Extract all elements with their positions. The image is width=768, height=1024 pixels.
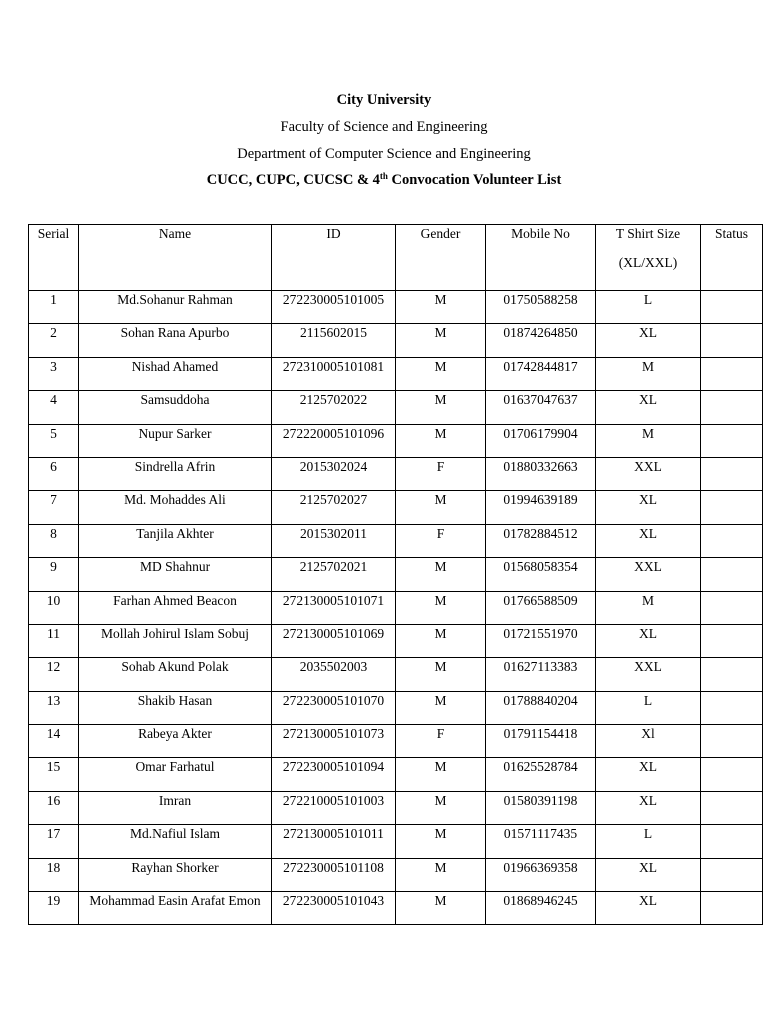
cell-tshirt-size: XXL — [596, 658, 701, 691]
cell-id: 2115602015 — [272, 324, 396, 357]
col-header-tshirt — [596, 225, 701, 291]
cell-id: 272210005101003 — [272, 791, 396, 824]
col-header-tshirt-label: T Shirt Size — [615, 226, 681, 241]
cell-mobile: 01568058354 — [486, 558, 596, 591]
cell-tshirt-size: XL — [596, 791, 701, 824]
col-header-id: ID — [272, 225, 396, 291]
cell-id: 2015302011 — [272, 524, 396, 557]
cell-gender: M — [396, 291, 486, 324]
cell-tshirt-size: XL — [596, 758, 701, 791]
cell-name: Mohammad Easin Arafat Emon — [79, 892, 272, 925]
cell-name: Rayhan Shorker — [79, 858, 272, 891]
table-row — [29, 624, 763, 657]
col-header-name: Name — [79, 225, 272, 291]
cell-mobile: 01637047637 — [486, 391, 596, 424]
cell-id: 2125702027 — [272, 491, 396, 524]
cell-mobile: 01706179904 — [486, 424, 596, 457]
faculty-line: Faculty of Science and Engineering — [280, 119, 488, 135]
cell-gender: M — [396, 624, 486, 657]
cell-name: Omar Farhatul — [79, 758, 272, 791]
cell-status — [701, 892, 763, 925]
cell-id: 272230005101043 — [272, 892, 396, 925]
list-title-ordinal: th — [379, 171, 388, 181]
cell-name: MD Shahnur — [79, 558, 272, 591]
cell-mobile: 01627113383 — [486, 658, 596, 691]
cell-mobile: 01791154418 — [486, 725, 596, 758]
table-header-row — [29, 225, 763, 291]
cell-name: Md. Mohaddes Ali — [79, 491, 272, 524]
cell-name: Md.Sohanur Rahman — [79, 291, 272, 324]
cell-tshirt-size: Xl — [596, 725, 701, 758]
cell-id: 272230005101070 — [272, 691, 396, 724]
cell-mobile: 01874264850 — [486, 324, 596, 357]
cell-serial: 6 — [29, 457, 79, 490]
cell-mobile: 01571117435 — [486, 825, 596, 858]
cell-id: 272220005101096 — [272, 424, 396, 457]
cell-id: 272310005101081 — [272, 357, 396, 390]
cell-tshirt-size: M — [596, 424, 701, 457]
cell-name: Sindrella Afrin — [79, 457, 272, 490]
cell-id: 272130005101011 — [272, 825, 396, 858]
cell-status — [701, 524, 763, 557]
cell-status — [701, 858, 763, 891]
cell-serial: 15 — [29, 758, 79, 791]
cell-serial: 10 — [29, 591, 79, 624]
table-row — [29, 558, 763, 591]
table-row — [29, 691, 763, 724]
cell-name: Md.Nafiul Islam — [79, 825, 272, 858]
cell-status — [701, 758, 763, 791]
cell-mobile: 01580391198 — [486, 791, 596, 824]
cell-status — [701, 357, 763, 390]
cell-gender: M — [396, 825, 486, 858]
cell-gender: M — [396, 357, 486, 390]
cell-name: Nishad Ahamed — [79, 357, 272, 390]
table-row — [29, 825, 763, 858]
cell-serial: 9 — [29, 558, 79, 591]
table-row — [29, 424, 763, 457]
table-body — [29, 291, 763, 925]
cell-status — [701, 725, 763, 758]
cell-id: 2015302024 — [272, 457, 396, 490]
list-title-prefix: CUCC, CUPC, CUCSC & 4 — [206, 172, 380, 188]
cell-mobile: 01750588258 — [486, 291, 596, 324]
cell-id: 2125702022 — [272, 391, 396, 424]
table-row — [29, 658, 763, 691]
cell-serial: 3 — [29, 357, 79, 390]
cell-mobile: 01868946245 — [486, 892, 596, 925]
cell-gender: F — [396, 524, 486, 557]
cell-serial: 12 — [29, 658, 79, 691]
cell-id: 2035502003 — [272, 658, 396, 691]
cell-serial: 2 — [29, 324, 79, 357]
cell-name: Rabeya Akter — [79, 725, 272, 758]
cell-tshirt-size: XL — [596, 491, 701, 524]
cell-gender: M — [396, 391, 486, 424]
cell-name: Tanjila Akhter — [79, 524, 272, 557]
col-header-mobile: Mobile No — [486, 225, 596, 291]
cell-gender: M — [396, 491, 486, 524]
cell-serial: 14 — [29, 725, 79, 758]
col-header-status: Status — [701, 225, 763, 291]
table-row — [29, 858, 763, 891]
col-header-gender: Gender — [396, 225, 486, 291]
cell-tshirt-size: XL — [596, 324, 701, 357]
cell-serial: 5 — [29, 424, 79, 457]
cell-status — [701, 658, 763, 691]
cell-tshirt-size: XL — [596, 892, 701, 925]
col-header-serial: Serial — [29, 225, 79, 291]
cell-status — [701, 291, 763, 324]
cell-tshirt-size: L — [596, 825, 701, 858]
cell-status — [701, 825, 763, 858]
cell-status — [701, 457, 763, 490]
cell-mobile: 01721551970 — [486, 624, 596, 657]
cell-gender: M — [396, 591, 486, 624]
cell-name: Mollah Johirul Islam Sobuj — [79, 624, 272, 657]
cell-status — [701, 624, 763, 657]
cell-name: Farhan Ahmed Beacon — [79, 591, 272, 624]
cell-mobile: 01788840204 — [486, 691, 596, 724]
cell-gender: M — [396, 791, 486, 824]
cell-gender: M — [396, 324, 486, 357]
cell-id: 272130005101071 — [272, 591, 396, 624]
cell-name: Imran — [79, 791, 272, 824]
cell-id: 2125702021 — [272, 558, 396, 591]
volunteer-table — [28, 224, 763, 925]
cell-status — [701, 591, 763, 624]
table-row — [29, 324, 763, 357]
cell-id: 272130005101069 — [272, 624, 396, 657]
table-row — [29, 524, 763, 557]
cell-tshirt-size: XXL — [596, 558, 701, 591]
cell-gender: M — [396, 858, 486, 891]
cell-gender: F — [396, 725, 486, 758]
cell-gender: M — [396, 658, 486, 691]
cell-mobile: 01782884512 — [486, 524, 596, 557]
table-row — [29, 892, 763, 925]
table-row — [29, 291, 763, 324]
cell-name: Samsuddoha — [79, 391, 272, 424]
university-title: City University — [336, 92, 432, 108]
cell-serial: 1 — [29, 291, 79, 324]
cell-status — [701, 791, 763, 824]
table-row — [29, 357, 763, 390]
cell-tshirt-size: XL — [596, 858, 701, 891]
table-row — [29, 591, 763, 624]
department-line: Department of Computer Science and Engineering — [237, 146, 531, 162]
table-row — [29, 457, 763, 490]
cell-id: 272130005101073 — [272, 725, 396, 758]
cell-mobile: 01742844817 — [486, 357, 596, 390]
table-row — [29, 758, 763, 791]
cell-tshirt-size: L — [596, 691, 701, 724]
cell-gender: F — [396, 457, 486, 490]
cell-serial: 17 — [29, 825, 79, 858]
cell-name: Shakib Hasan — [79, 691, 272, 724]
cell-tshirt-size: M — [596, 591, 701, 624]
cell-id: 272230005101094 — [272, 758, 396, 791]
cell-status — [701, 491, 763, 524]
cell-status — [701, 558, 763, 591]
cell-id: 272230005101005 — [272, 291, 396, 324]
cell-tshirt-size: XL — [596, 391, 701, 424]
cell-gender: M — [396, 691, 486, 724]
cell-serial: 18 — [29, 858, 79, 891]
cell-mobile: 01880332663 — [486, 457, 596, 490]
cell-name: Sohab Akund Polak — [79, 658, 272, 691]
cell-name: Nupur Sarker — [79, 424, 272, 457]
cell-serial: 19 — [29, 892, 79, 925]
cell-gender: M — [396, 758, 486, 791]
cell-status — [701, 391, 763, 424]
cell-gender: M — [396, 558, 486, 591]
cell-tshirt-size: XXL — [596, 457, 701, 490]
cell-tshirt-size: XL — [596, 624, 701, 657]
list-title-suffix: Convocation Volunteer List — [387, 172, 562, 188]
cell-serial: 4 — [29, 391, 79, 424]
cell-gender: M — [396, 424, 486, 457]
table-row — [29, 725, 763, 758]
cell-gender: M — [396, 892, 486, 925]
cell-serial: 13 — [29, 691, 79, 724]
cell-serial: 16 — [29, 791, 79, 824]
table-row — [29, 491, 763, 524]
cell-serial: 8 — [29, 524, 79, 557]
cell-status — [701, 324, 763, 357]
cell-tshirt-size: M — [596, 357, 701, 390]
table-row — [29, 391, 763, 424]
cell-status — [701, 691, 763, 724]
cell-mobile: 01766588509 — [486, 591, 596, 624]
cell-mobile: 01994639189 — [486, 491, 596, 524]
cell-id: 272230005101108 — [272, 858, 396, 891]
cell-name: Sohan Rana Apurbo — [79, 324, 272, 357]
cell-tshirt-size: XL — [596, 524, 701, 557]
cell-mobile: 01966369358 — [486, 858, 596, 891]
cell-serial: 7 — [29, 491, 79, 524]
cell-tshirt-size: L — [596, 291, 701, 324]
table-row — [29, 791, 763, 824]
col-header-tshirt-options: (XL/XXL) — [618, 255, 678, 270]
cell-mobile: 01625528784 — [486, 758, 596, 791]
list-title — [0, 172, 768, 189]
cell-serial: 11 — [29, 624, 79, 657]
cell-status — [701, 424, 763, 457]
